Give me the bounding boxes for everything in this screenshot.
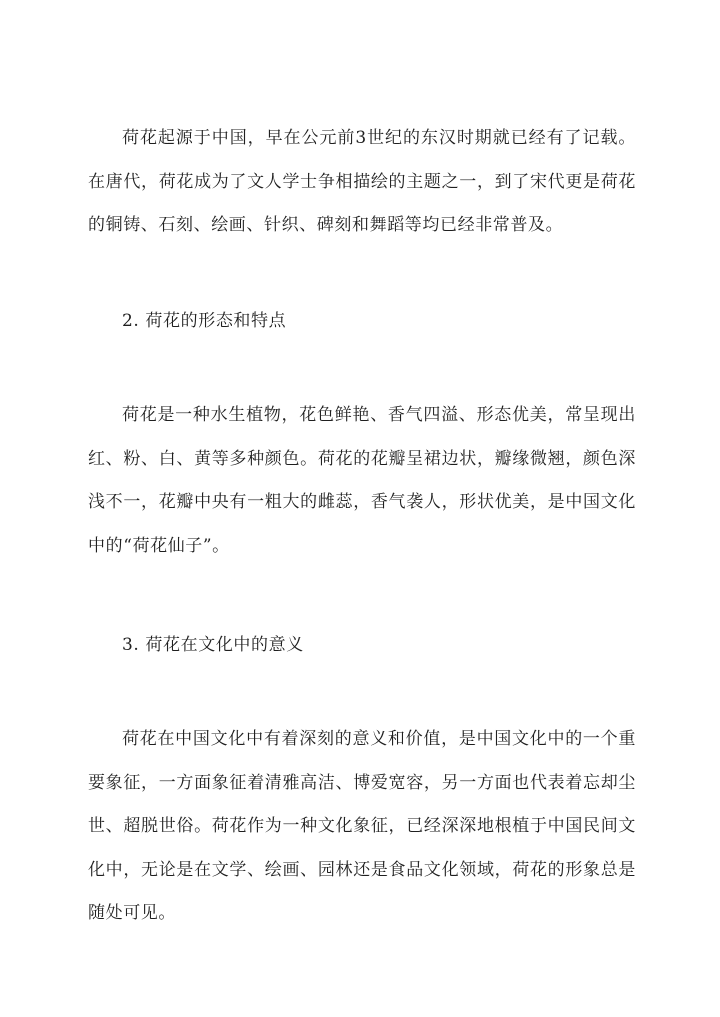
section-heading-cultural-meaning: 3. 荷花在文化中的意义 — [122, 635, 304, 655]
paragraph-form-features: 荷花是一种水生植物，花色鲜艳、香气四溢、形态优美，常呈现出红、粉、白、黄等多种颜色。荷花的花瓣呈裙边状，瓣缘微翘，颜色深浅不一，花瓣中央有一粗大的雌蕊，香气袭人，形状优美，是中国文化中的“荷花仙子”。 — [88, 405, 636, 556]
section-heading-form-features: 2. 荷花的形态和特点 — [122, 311, 287, 331]
paragraph-cultural-meaning: 荷花在中国文化中有着深刻的意义和价值，是中国文化中的一个重要象征，一方面象征着清雅高洁、博爱宽容，另一方面也代表着忘却尘世、超脱世俗。荷花作为一种文化象征，已经深深地根植于中国民间文化中，无论是在文学、绘画、园林还是食品文化领域，荷花的形象总是随处可见。 — [88, 729, 636, 924]
paragraph-origin: 荷花起源于中国，早在公元前3世纪的东汉时期就已经有了记载。在唐代，荷花成为了文人学士争相描绘的主题之一，到了宋代更是荷花的铜铸、石刻、绘画、针织、碑刻和舞蹈等均已经非常普及。 — [88, 128, 636, 236]
